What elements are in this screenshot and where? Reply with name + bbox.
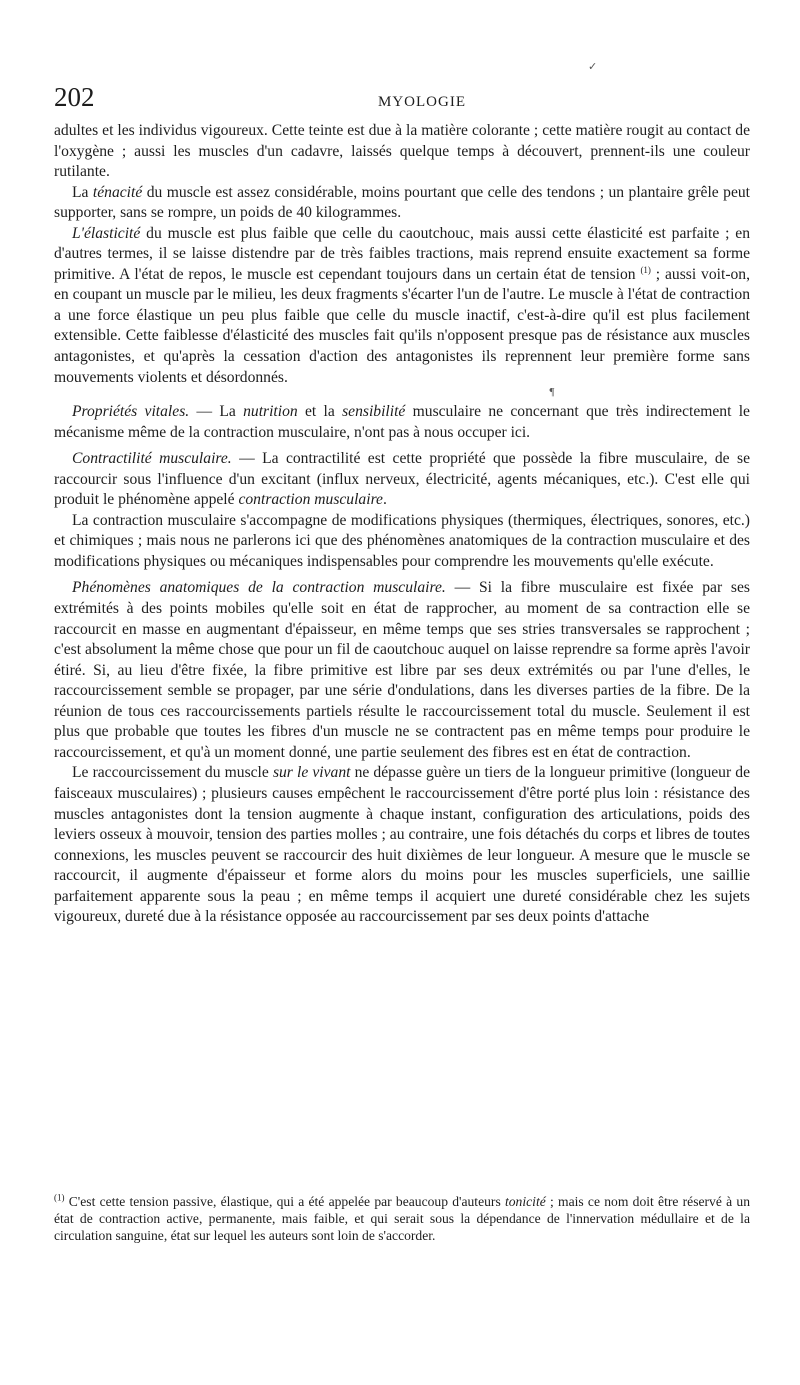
paragraph-anatomical-phenomena xyxy=(54,578,750,763)
text-run: . xyxy=(382,491,387,509)
term-nutrition: nutrition xyxy=(243,403,298,421)
term-tonicity: tonicité xyxy=(504,1194,546,1209)
text-run: La xyxy=(72,183,93,201)
corner-mark: ✓ xyxy=(588,61,598,73)
section-heading-anatomical-phenomena: Phénomènes anatomiques de la contraction musculaire. xyxy=(72,579,446,597)
text-run: — La contractilité est cette propriété que possède la fibre musculaire, de se raccourcir sous l'influence d'un excitant (influx nerveux, électricité, agents mécaniques, etc.). C'est elle qui produit le phénomène appelé xyxy=(54,450,750,509)
section-heading-contractility: Contractilité musculaire. xyxy=(72,450,232,468)
term-elasticity: L'élasticité xyxy=(72,224,141,242)
text-run: ; aussi voit-on, en coupant un muscle par le milieu, les deux fragments s'écarter l'un de l'autre. Le muscle à l'état de contraction a une force élastique un peu plus faible que celle du muscle inactif, c'est-à-dire qu'il est plus facilement extensible. Cette faiblesse d'élasticité des muscles fait qu'ils n'opposent presque pas de résistance aux muscles antagonistes, et qu'après la cessation d'action des antagonistes ils reprennent leur première forme sans mouvements violents et désordonnés. xyxy=(54,265,750,386)
term-sensibility: sensibilité xyxy=(342,403,406,421)
text-run: musculaire ne concernant que très indirectement le mécanisme même de la contraction musculaire, n'ont pas à nous occuper ici. xyxy=(54,403,750,441)
footnote xyxy=(54,1193,750,1244)
text-run: ; mais ce nom doit être réservé à un état de contraction active, permanente, mais faible, et qui serait sous la dépendance de l'innervation médullaire et de la circulation sanguine, état sur lequel les auteurs sont loin de s'accorder. xyxy=(54,1194,750,1243)
text-run: ne dépasse guère un tiers de la longueur primitive (longueur de faisceaux musculaires) ; plusieurs causes empêchent le raccourcissement d'être porté plus loin : résistance des muscles antagonistes dont la tension augmente à chaque instant, configuration des articulations, poids des leviers osseux à mouvoir, tension des parties molles ; au contraire, une fois détachés du corps et libres de toutes connexions, les muscles peuvent se raccourcir des huit dixièmes de leur longueur. A mesure que le muscle se raccourcit, il augmente d'épaisseur et forme alors du moins pour les muscles superficiels, une saillie parfaitement apparente sous la peau ; en même temps il acquiert une dureté considérable chez les sujets vigoureux, dureté due à la résistance opposée au raccourcissement par ses deux points d'attache xyxy=(54,764,750,926)
footnote-reference: (1) xyxy=(640,264,651,275)
page-number: 202 xyxy=(54,82,95,112)
running-head: MYOLOGIE xyxy=(378,94,466,110)
text-run: du muscle est assez considérable, moins pourtant que celle des tendons ; un plantaire grêle peut supporter, sans se rompre, un poids de 40 kilogrammes. xyxy=(54,183,750,222)
paragraph-contractility xyxy=(54,449,750,511)
footnote-marker: (1) xyxy=(54,1192,65,1203)
printing-speck: ¶ xyxy=(549,386,555,399)
paragraph-elasticity xyxy=(54,224,750,388)
paragraph-vital-properties xyxy=(54,402,750,443)
paragraph-shortening xyxy=(54,763,750,927)
page-header xyxy=(54,82,750,116)
page-body xyxy=(54,121,750,928)
section-heading-vital-properties: Propriétés vitales. xyxy=(72,403,190,421)
text-run: du muscle est plus faible que celle du caoutchouc, mais aussi cette élasticité est parfaite ; en d'autres termes, il se laisse distendre par de très faibles tractions, mais reprend ensuite exactement sa forme primitive. A l'état de repos, le muscle est cependant toujours dans un certain état de tension xyxy=(54,224,750,283)
text-run: Le raccourcissement du muscle xyxy=(72,764,273,782)
footnote-text xyxy=(54,1193,750,1244)
text-run: et la xyxy=(297,403,343,421)
term-tenacity: ténacité xyxy=(92,183,143,201)
term-muscular-contraction: contraction musculaire xyxy=(238,491,383,509)
paragraph-contraction-modifications: La contraction musculaire s'accompagne de modifications physiques (thermiques, électriques, sonores, etc.) et chimiques ; mais nous ne parlerons ici que des phénomènes anatomiques de la contraction musculaire et des modifications physiques ou mécaniques indispensables pour comprendre les mouvements qu'elle exécute. xyxy=(54,511,750,570)
term-living: sur le vivant xyxy=(272,764,351,782)
text-run: — La xyxy=(189,403,244,421)
paragraph-continuation: adultes et les individus vigoureux. Cette teinte est due à la matière colorante ; cette matière rougit au contact de l'oxygène ; aussi les muscles d'un cadavre, laissés quelque temps à découvert, prennent-ils une couleur rutilante. xyxy=(54,122,750,181)
text-run: C'est cette tension passive, élastique, qui a été appelée par beaucoup d'auteurs xyxy=(64,1194,505,1209)
paragraph-tenacity xyxy=(54,183,750,224)
text-run: — Si la fibre musculaire est fixée par ses extrémités à des points mobiles qu'elle soit en état de rapprocher, au moment de sa contraction elle se raccourcit en masse en augmentant d'épaisseur, en même temps que ses stries transversales se rapprochent ; c'est absolument la même chose que pour un fil de caoutchouc auquel on laisse reprendre sa forme après l'avoir étiré. Si, au lieu d'être fixée, la fibre primitive est libre par ses deux extrémités ou par l'une d'elles, le raccourcissement semble se propager, par une série d'ondulations, dans les diverses parties de la fibre. De la réunion de tous ces raccourcissements partiels résulte le raccourcissement total du muscle. Seulement il est plus que probable que toutes les fibres d'un muscle ne se contractent pas en même temps pour produire le raccourcissement, et qu'à un moment donné, une partie seulement des fibres est en état de contraction. xyxy=(54,579,750,761)
